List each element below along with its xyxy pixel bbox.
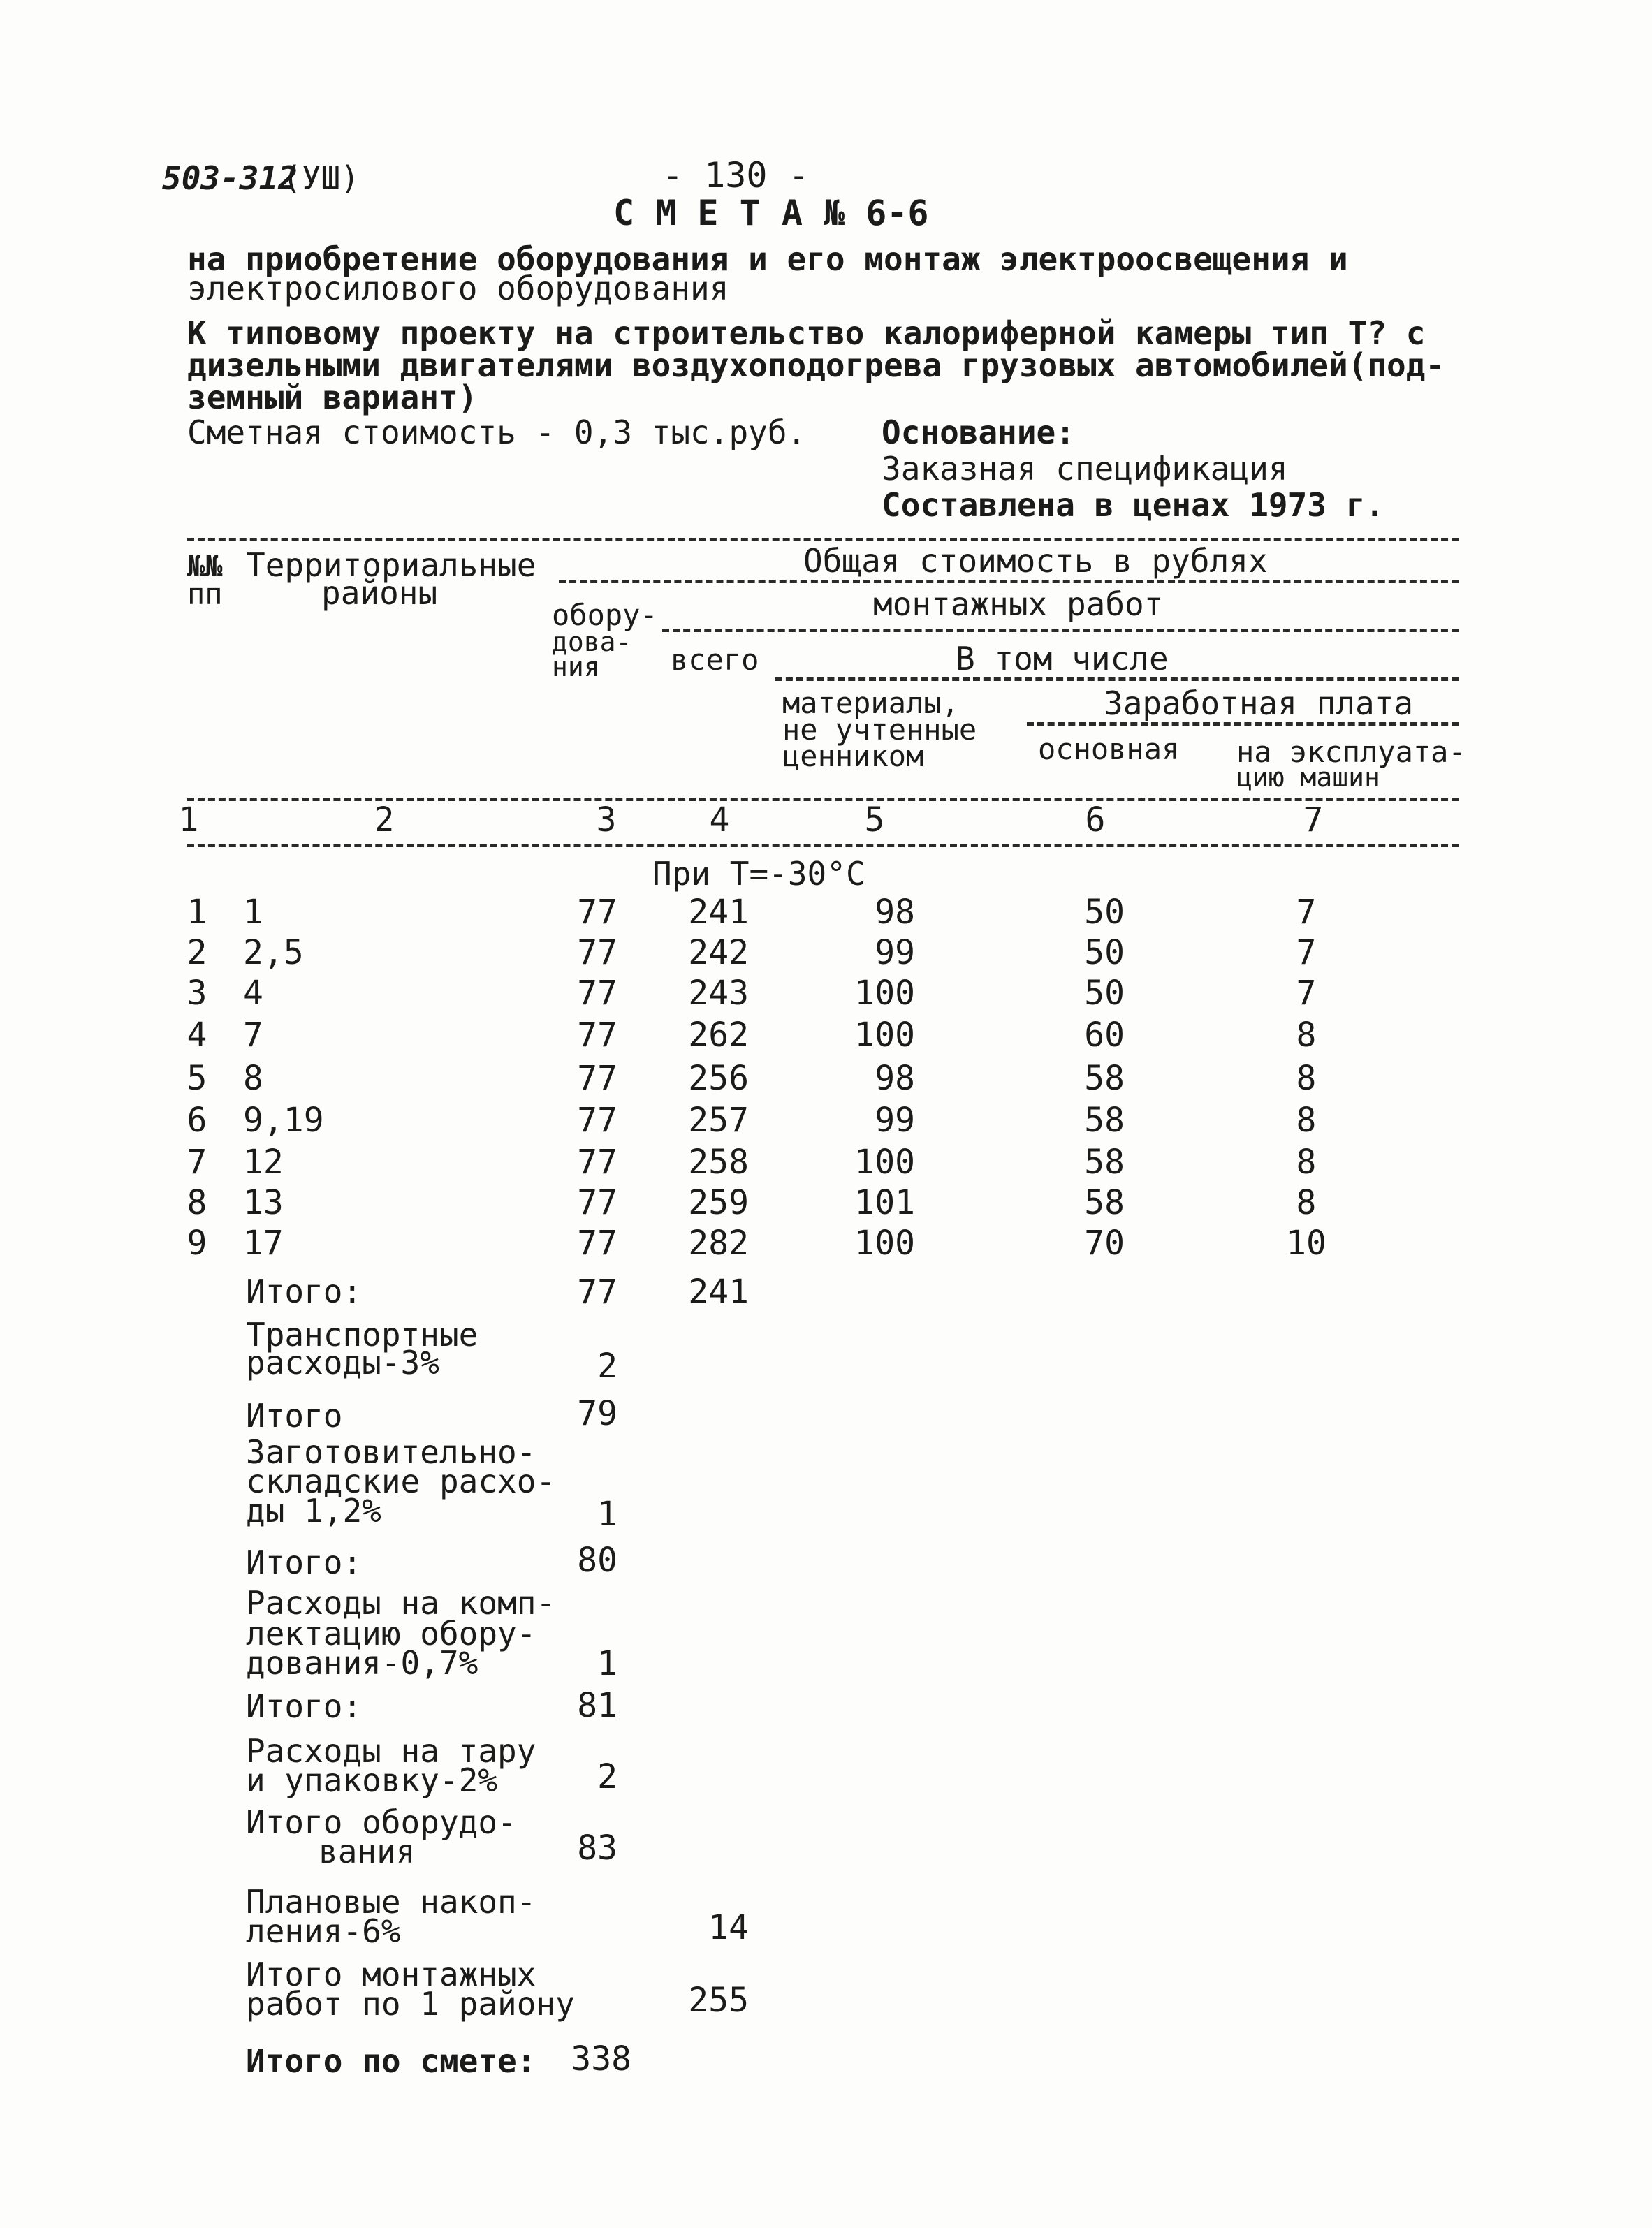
row-equipment-cost: 77: [577, 1016, 617, 1055]
row-region: 7: [243, 1016, 263, 1055]
temperature-condition: При Т=-30°С: [652, 855, 865, 893]
row-machine-wage: 7: [1296, 893, 1317, 932]
col-materials-header-2: не учтенные: [782, 712, 977, 747]
planned-savings-total: 14: [708, 1908, 749, 1947]
row-region: 17: [243, 1224, 284, 1263]
row-install-total: 259: [688, 1183, 749, 1222]
row-install-total: 262: [688, 1016, 749, 1055]
row-region: 2,5: [243, 933, 304, 972]
row-basic-wage: 58: [1084, 1059, 1125, 1098]
row-machine-wage: 10: [1286, 1224, 1326, 1263]
row-machine-wage: 8: [1296, 1016, 1317, 1055]
row-materials: 99: [875, 933, 915, 972]
transport-equipment: 2: [597, 1347, 617, 1386]
subtotal-1-total: 241: [688, 1273, 749, 1312]
row-basic-wage: 50: [1084, 893, 1125, 932]
row-equipment-cost: 77: [577, 1183, 617, 1222]
row-number: 6: [187, 1101, 207, 1140]
packaging-label-1: Расходы на тару: [246, 1732, 536, 1770]
header-rule-1: [559, 580, 1459, 583]
row-basic-wage: 50: [1084, 933, 1125, 972]
col-region-header-2: районы: [321, 574, 438, 612]
row-number: 4: [187, 1016, 207, 1055]
row-install-total: 282: [688, 1224, 749, 1263]
row-materials: 100: [854, 1016, 915, 1055]
row-machine-wage: 7: [1296, 933, 1317, 972]
row-equipment-cost: 77: [577, 974, 617, 1013]
procurement-label-1: Заготовительно-: [246, 1433, 536, 1471]
packaging-label-2: и упаковку-2%: [246, 1761, 498, 1799]
row-number: 1: [187, 893, 207, 932]
col-number-1: 1: [178, 800, 199, 840]
row-basic-wage: 58: [1084, 1143, 1125, 1182]
basis-prices: Составлена в ценах 1973 г.: [882, 486, 1385, 524]
header-rule-2: [662, 629, 1459, 632]
planned-savings-label-2: ления-6%: [246, 1912, 401, 1950]
row-materials: 100: [854, 974, 915, 1013]
installation-total-value: 255: [688, 1981, 749, 2020]
row-basic-wage: 58: [1084, 1101, 1125, 1140]
row-region: 9,19: [243, 1101, 324, 1140]
row-machine-wage: 8: [1296, 1143, 1317, 1182]
planned-savings-label-1: Плановые накоп-: [246, 1883, 536, 1921]
procurement-equipment: 1: [597, 1495, 617, 1534]
row-equipment-cost: 77: [577, 893, 617, 932]
col-number-7: 7: [1303, 800, 1324, 840]
col-number-6: 6: [1085, 800, 1106, 840]
col-install-total-header: всего: [671, 643, 759, 677]
row-equipment-cost: 77: [577, 1059, 617, 1098]
row-machine-wage: 8: [1296, 1059, 1317, 1098]
row-basic-wage: 60: [1084, 1016, 1125, 1055]
row-machine-wage: 8: [1296, 1183, 1317, 1222]
transport-label-2: расходы-3%: [246, 1344, 439, 1381]
header-rule-4: [1027, 722, 1459, 726]
row-install-total: 241: [688, 893, 749, 932]
col-region-header: Территориальные: [246, 546, 536, 584]
document-title: С М Е Т А № 6-6: [613, 193, 929, 233]
subtotal-1-label: Итого:: [246, 1273, 363, 1310]
col-machine-wage-header-2: цию машин: [1236, 762, 1380, 793]
packaging-equipment: 2: [597, 1757, 617, 1796]
subject-line-1: на приобретение оборудования и его монтаж электроосвещения и: [187, 240, 1348, 278]
subtotal-4-equipment: 81: [577, 1686, 617, 1725]
row-install-total: 256: [688, 1059, 749, 1098]
row-machine-wage: 7: [1296, 974, 1317, 1013]
row-install-total: 258: [688, 1143, 749, 1182]
header-rule-3: [775, 677, 1459, 681]
row-install-total: 257: [688, 1101, 749, 1140]
subtotal-4-label: Итого:: [246, 1687, 363, 1725]
header-bottom-rule: [187, 844, 1459, 847]
row-number: 9: [187, 1224, 207, 1263]
col-number-header: №№: [187, 549, 223, 583]
row-materials: 98: [875, 1059, 915, 1098]
estimated-cost: Сметная стоимость - 0,3 тыс.руб.: [187, 413, 807, 451]
row-materials: 99: [875, 1101, 915, 1140]
col-materials-header-3: ценником: [782, 739, 924, 773]
basis-specification: Заказная спецификация: [882, 450, 1288, 488]
project-line-2: дизельными двигателями воздухоподогрева грузовых автомобилей(под-: [187, 346, 1445, 384]
row-equipment-cost: 77: [577, 1101, 617, 1140]
row-number: 5: [187, 1059, 207, 1098]
completion-equipment: 1: [597, 1644, 617, 1683]
subtotal-2-equipment: 79: [577, 1394, 617, 1433]
subtotal-2-label: Итого: [246, 1397, 343, 1435]
col-number-4: 4: [709, 800, 730, 840]
grand-total-value: 338: [571, 2039, 631, 2079]
col-materials-header: материалы,: [782, 686, 959, 720]
procurement-label-2: складские расхо-: [246, 1463, 556, 1500]
row-equipment-cost: 77: [577, 933, 617, 972]
row-basic-wage: 70: [1084, 1224, 1125, 1263]
subtotal-3-label: Итого:: [246, 1544, 363, 1581]
col-equipment-header: обору-: [552, 598, 658, 632]
row-region: 12: [243, 1143, 284, 1182]
col-number-2: 2: [374, 800, 395, 840]
basis-label: Основание:: [882, 413, 1075, 451]
volume-number: (УШ): [282, 159, 360, 197]
including-header: В том числе: [956, 640, 1169, 677]
subject-line-2: электросилового оборудования: [187, 270, 729, 307]
installation-total-label-1: Итого монтажных: [246, 1956, 536, 1993]
row-number: 2: [187, 933, 207, 972]
completion-label-1: Расходы на комп-: [246, 1584, 556, 1622]
col-machine-wage-header: на эксплуата-: [1236, 735, 1466, 769]
subtotal-1-equipment: 77: [577, 1273, 617, 1312]
row-materials: 101: [854, 1183, 915, 1222]
row-basic-wage: 58: [1084, 1183, 1125, 1222]
col-equipment-header-2: дова-: [552, 626, 632, 657]
subtotal-3-equipment: 80: [577, 1541, 617, 1580]
table-top-rule: [187, 538, 1459, 541]
row-region: 1: [243, 893, 263, 932]
row-number: 7: [187, 1143, 207, 1182]
row-install-total: 242: [688, 933, 749, 972]
col-equipment-header-3: ния: [552, 652, 600, 682]
row-equipment-cost: 77: [577, 1224, 617, 1263]
project-line-1: К типовому проекту на строительство калориферной камеры тип Т? с: [187, 314, 1426, 352]
col-number-header-2: пп: [187, 577, 223, 611]
row-region: 4: [243, 974, 263, 1013]
document-code: 503-312: [162, 159, 298, 197]
page-number: - 130 -: [662, 155, 810, 196]
row-materials: 98: [875, 893, 915, 932]
row-machine-wage: 8: [1296, 1101, 1317, 1140]
row-basic-wage: 50: [1084, 974, 1125, 1013]
installation-total-label-2: работ по 1 району: [246, 1985, 575, 2023]
installation-header: монтажных работ: [873, 585, 1164, 623]
grand-total-label: Итого по смете:: [246, 2042, 536, 2080]
col-basic-wage-header: основная: [1038, 732, 1180, 766]
col-number-5: 5: [864, 800, 885, 840]
equipment-total-label-1: Итого оборудо-: [246, 1803, 517, 1841]
row-materials: 100: [854, 1224, 915, 1263]
project-line-3: земный вариант): [187, 379, 478, 416]
row-equipment-cost: 77: [577, 1143, 617, 1182]
row-number: 3: [187, 974, 207, 1013]
row-install-total: 243: [688, 974, 749, 1013]
transport-label-1: Транспортные: [246, 1316, 478, 1354]
row-region: 8: [243, 1059, 263, 1098]
wages-header: Заработная плата: [1104, 684, 1414, 722]
completion-label-3: дования-0,7%: [246, 1644, 478, 1682]
total-cost-header: Общая стоимость в рублях: [803, 542, 1268, 580]
row-region: 13: [243, 1183, 284, 1222]
row-number: 8: [187, 1183, 207, 1222]
procurement-label-3: ды 1,2%: [246, 1492, 381, 1530]
equipment-total-value: 83: [577, 1828, 617, 1868]
row-materials: 100: [854, 1143, 915, 1182]
col-number-3: 3: [596, 800, 617, 840]
equipment-total-label-2: вания: [319, 1833, 416, 1870]
completion-label-2: лектацию обору-: [246, 1615, 536, 1652]
